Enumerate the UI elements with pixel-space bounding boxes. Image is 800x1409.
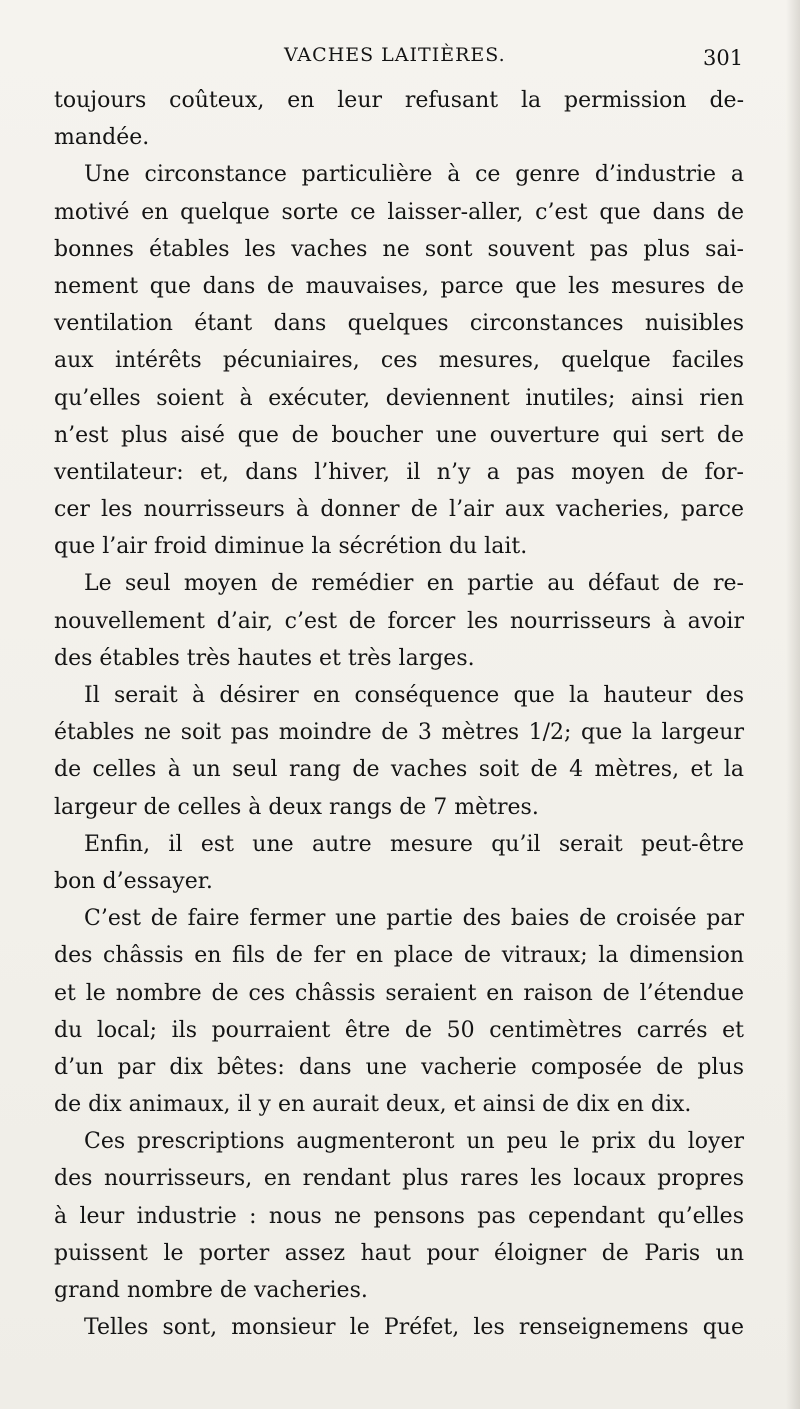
- text-line: du local; ils pourraient être de 50 centimètres carrés et: [54, 1017, 744, 1043]
- text-line: bon d’essayer.: [54, 868, 213, 894]
- text-line: que l’air froid diminue la sécrétion du lait.: [54, 534, 528, 560]
- text-line: étables ne soit pas moindre de 3 mètres 1/2; que la largeur: [54, 720, 744, 746]
- text-line: puissent le porter assez haut pour éloigner de Paris un: [54, 1240, 744, 1266]
- page-header: [0, 44, 800, 76]
- text-line: toujours coûteux, en leur refusant la permission de-: [54, 88, 744, 113]
- text-line: des châssis en fils de fer en place de vitraux; la dimension: [54, 943, 744, 969]
- text-line: Ces prescriptions augmenteront un peu le prix du loyer: [84, 1129, 744, 1155]
- text-line: de celles à un seul rang de vaches soit de 4 mètres, et la: [54, 757, 744, 783]
- text-line: mandée.: [54, 125, 150, 151]
- body-text: [54, 82, 744, 1346]
- text-line: Enfin, il est une autre mesure qu’il serait peut-être: [84, 831, 744, 857]
- text-line: à leur industrie : nous ne pensons pas cependant qu’elles: [54, 1203, 744, 1229]
- text-line: aux intérêts pécuniaires, ces mesures, quelque faciles: [54, 348, 744, 374]
- text-line: nement que dans de mauvaises, parce que les mesures de: [54, 273, 744, 299]
- text-line: n’est plus aisé que de boucher une ouverture qui sert de: [54, 422, 744, 448]
- page-edge-shadow: [786, 0, 800, 1409]
- text-line: Il serait à désirer en conséquence que la hauteur des: [84, 683, 744, 708]
- text-line: cer les nourrisseurs à donner de l’air aux vacheries, parce: [54, 497, 744, 523]
- text-line: bonnes étables les vaches ne sont souvent pas plus sai-: [54, 236, 744, 262]
- page-number: 301: [703, 46, 744, 70]
- text-line: grand nombre de vacheries.: [54, 1278, 368, 1303]
- text-line: nouvellement d’air, c’est de forcer les nourrisseurs à avoir: [54, 608, 744, 634]
- text-line: de dix animaux, il y en aurait deux, et ainsi de dix en dix.: [54, 1092, 692, 1118]
- text-line: ventilation étant dans quelques circonstances nuisibles: [54, 311, 744, 337]
- text-line: Le seul moyen de remédier en partie au défaut de re-: [84, 571, 744, 597]
- text-line: motivé en quelque sorte ce laisser-aller, c’est que dans de: [54, 199, 744, 225]
- text-line: Une circonstance particulière à ce genre d’industrie a: [84, 162, 744, 188]
- text-line: des nourrisseurs, en rendant plus rares les locaux propres: [54, 1166, 744, 1192]
- text-line: ventilateur: et, dans l’hiver, il n’y a pas moyen de for-: [54, 459, 744, 485]
- text-line: qu’elles soient à exécuter, deviennent inutiles; ainsi rien: [54, 385, 744, 411]
- running-head: VACHES LAITIÈRES.: [284, 44, 506, 66]
- text-line: des étables très hautes et très larges.: [54, 645, 475, 671]
- text-line: largeur de celles à deux rangs de 7 mètres.: [54, 794, 539, 820]
- text-line: d’un par dix bêtes: dans une vacherie composée de plus: [54, 1054, 744, 1080]
- text-line: et le nombre de ces châssis seraient en raison de l’étendue: [54, 980, 744, 1006]
- text-line: Telles sont, monsieur le Préfet, les renseignemens que: [84, 1315, 744, 1341]
- text-line: C’est de faire fermer une partie des baies de croisée par: [84, 906, 744, 932]
